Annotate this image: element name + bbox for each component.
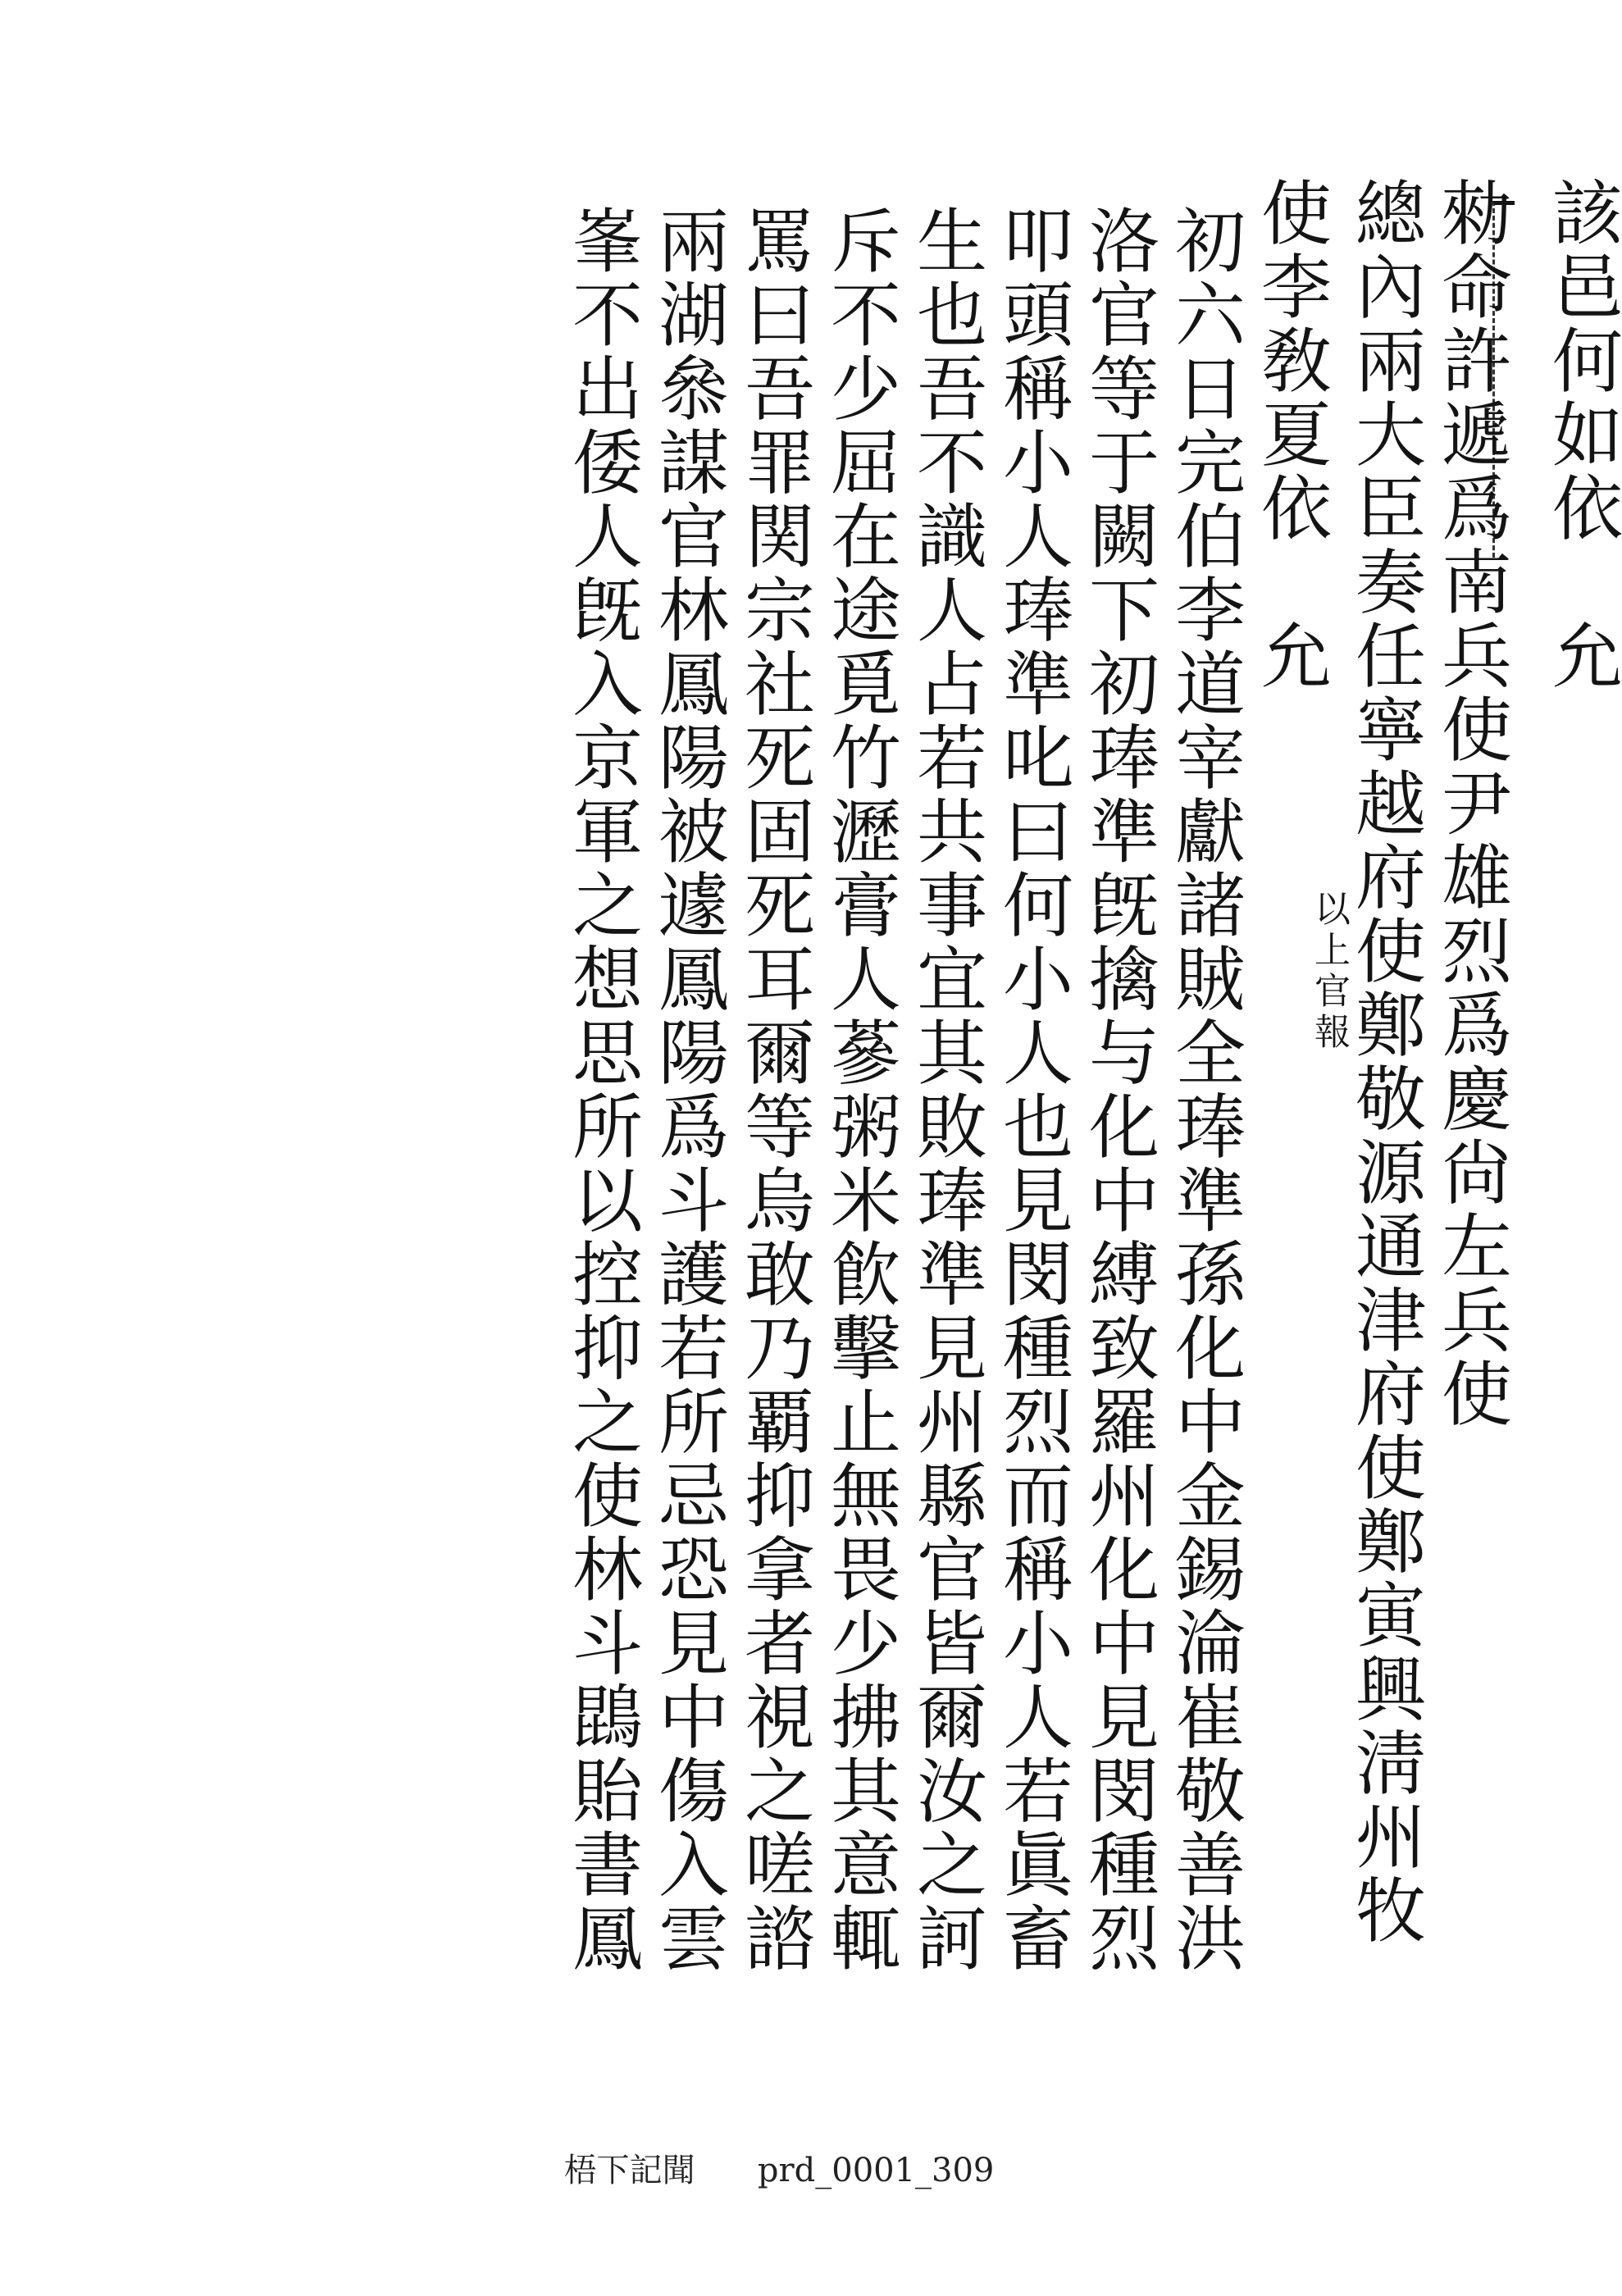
text-column-11: 兩湖叅謀官林鳳陽被遽鳳陽爲斗護若所忌恐見中傷入雲: [646, 204, 728, 1975]
footer-title: 梧下記聞: [563, 2152, 695, 2189]
text-column-9: 斥不少屈在途覓竹瀝膏人蔘粥米飮擊止無畏少拂其意輒: [818, 204, 900, 1975]
text-column-8: 生也吾不識人占若共事宜其敗琫準見州縣官皆爾汝之訶: [904, 204, 986, 1975]
footer-page-id: prd_0001_309: [757, 2152, 995, 2189]
text-column-12: 峯不出倭人旣入京軍之想思所以控抑之使林斗鵾貽書鳳: [560, 204, 642, 1975]
text-column-6: 洛官等于闕下初琫準旣擒与化中縛致羅州化中見閔種烈: [1077, 204, 1159, 1975]
text-column-4: 使李敎夏依 允: [1249, 176, 1331, 693]
text-column-1: 該邑何如依 允: [1540, 176, 1622, 693]
text-column-7: 叩頭稱小人琫準叱曰何小人也見閔種烈而稱小人若眞畜: [991, 204, 1073, 1975]
text-column-5: 初六日完伯李道宰獻諸賊全琫準孫化中金錫淪崔敬善洪: [1163, 204, 1245, 1975]
manuscript-page: [271, 176, 1622, 1975]
text-column-10: 罵曰吾罪関宗社死固死耳爾等烏敢乃覇抑拿者視之嗟諮: [732, 204, 814, 1975]
source-note: 以上官報: [1308, 890, 1350, 1054]
text-column-2: 勑命許遞爲南兵使尹雄烈爲慶尙左兵使: [1429, 176, 1511, 1431]
text-column-3: 總內兩大臣奏任寧越府使鄭敬源通津府使鄭寅興淸州牧: [1343, 176, 1425, 1947]
page-footer: [0, 2144, 1558, 2191]
